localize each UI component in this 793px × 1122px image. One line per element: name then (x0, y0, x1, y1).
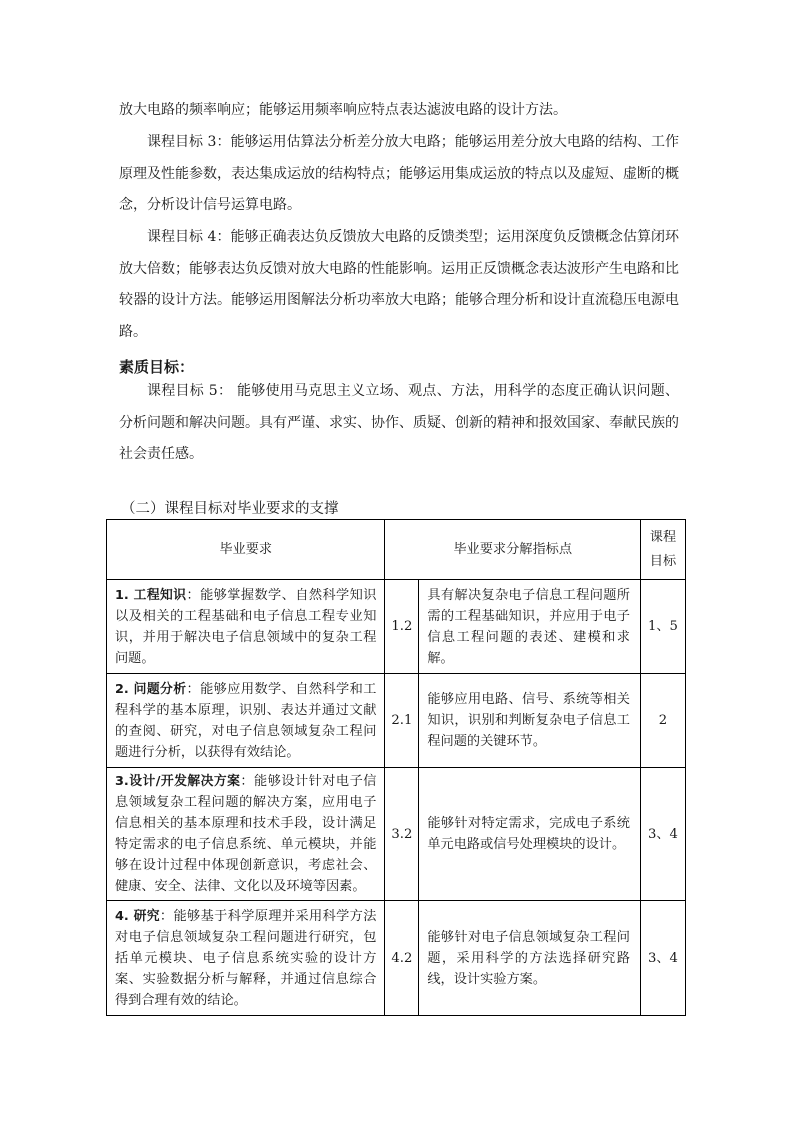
paragraph-course-goal-5: 课程目标 5： 能够使用马克思主义立场、观点、方法，用科学的态度正确认识问题、分析问题和解决问题。具有严谨、求实、协作、质疑、创新的精神和报效国家、奉献民族的社会责任感。 (119, 383, 679, 462)
table-row (107, 674, 686, 768)
course-goal-value: 3、4 (640, 901, 685, 1016)
course-goal-value: 1、5 (640, 580, 685, 674)
support-table (106, 519, 686, 1016)
heading-quality-goals: 素质目标： (119, 358, 195, 376)
header-course-goal (640, 520, 685, 580)
requirement-cell (107, 768, 385, 901)
indicator-number: 4.2 (385, 901, 419, 1016)
indicator-description: 能够针对特定需求，完成电子系统单元电路或信号处理模块的设计。 (419, 768, 641, 901)
paragraph-frequency-response: 放大电路的频率响应；能够运用频率响应特点表达滤波电路的设计方法。 (119, 102, 567, 118)
requirement-title: 2. 问题分析 (115, 681, 187, 697)
requirement-text: ：能够应用数学、自然科学和工程科学的基本原理，识别、表达并通过文献的查阅、研究，对电子信息领域复杂工程问题进行分析，以获得有效结论。 (115, 681, 377, 760)
paragraph-course-goal-3: 课程目标 3：能够运用估算法分析差分放大电路；能够运用差分放大电路的结构、工作原理及性能参数，表达集成运放的结构特点；能够运用集成运放的特点以及虚短、虚断的概念，分析设计信号运算电路。 (119, 134, 679, 213)
header-goal-line1: 课程 (649, 529, 677, 545)
requirement-title: 4. 研究 (115, 908, 160, 924)
indicator-number: 1.2 (385, 580, 419, 674)
requirement-text: ：能够基于科学原理并采用科学方法对电子信息领域复杂工程问题进行研究，包括单元模块、电子信息系统实验的设计方案、实验数据分析与解释，并通过信息综合得到合理有效的结论。 (115, 908, 377, 1008)
requirement-cell (107, 901, 385, 1016)
requirement-text: ：能够掌握数学、自然科学知识以及相关的工程基础和电子信息工程专业知识，并用于解决电子信息领域中的复杂工程问题。 (115, 587, 377, 666)
section-title: （二）课程目标对毕业要求的支撑 (121, 501, 339, 517)
header-indicator: 毕业要求分解指标点 (385, 520, 641, 580)
requirement-cell (107, 580, 385, 674)
indicator-description: 具有解决复杂电子信息工程问题所需的工程基础知识，并应用于电子信息工程问题的表述、建模和求解。 (419, 580, 641, 674)
table-row (107, 768, 686, 901)
indicator-number: 3.2 (385, 768, 419, 901)
requirement-cell (107, 674, 385, 768)
course-goal-value: 2 (640, 674, 685, 768)
course-goal-value: 3、4 (640, 768, 685, 901)
table-row (107, 901, 686, 1016)
table-header-row (107, 520, 686, 580)
header-requirement: 毕业要求 (107, 520, 385, 580)
indicator-number: 2.1 (385, 674, 419, 768)
table-row (107, 580, 686, 674)
requirement-title: 3.设计/开发解决方案 (115, 774, 241, 789)
requirement-title: 1. 工程知识 (115, 587, 187, 603)
header-goal-line2: 目标 (649, 553, 677, 569)
indicator-description: 能够应用电路、信号、系统等相关知识，识别和判断复杂电子信息工程问题的关键环节。 (419, 674, 641, 768)
requirement-text: ：能够设计针对电子信息领域复杂工程问题的解决方案，应用电子信息相关的基本原理和技术手段，设计满足特定需求的电子信息系统、单元模块，并能够在设计过程中体现创新意识，考虑社会、健康、安全、法律、文化以及环境等因素。 (115, 774, 377, 894)
indicator-description: 能够针对电子信息领域复杂工程问题，采用科学的方法选择研究路线，设计实验方案。 (419, 901, 641, 1016)
paragraph-course-goal-4: 课程目标 4：能够正确表达负反馈放大电路的反馈类型；运用深度负反馈概念估算闭环放大倍数；能够表达负反馈对放大电路的性能影响。运用正反馈概念表达波形产生电路和比较器的设计方法。能够运用图解法分析功率放大电路；能够合理分析和设计直流稳压电源电路。 (119, 229, 679, 340)
